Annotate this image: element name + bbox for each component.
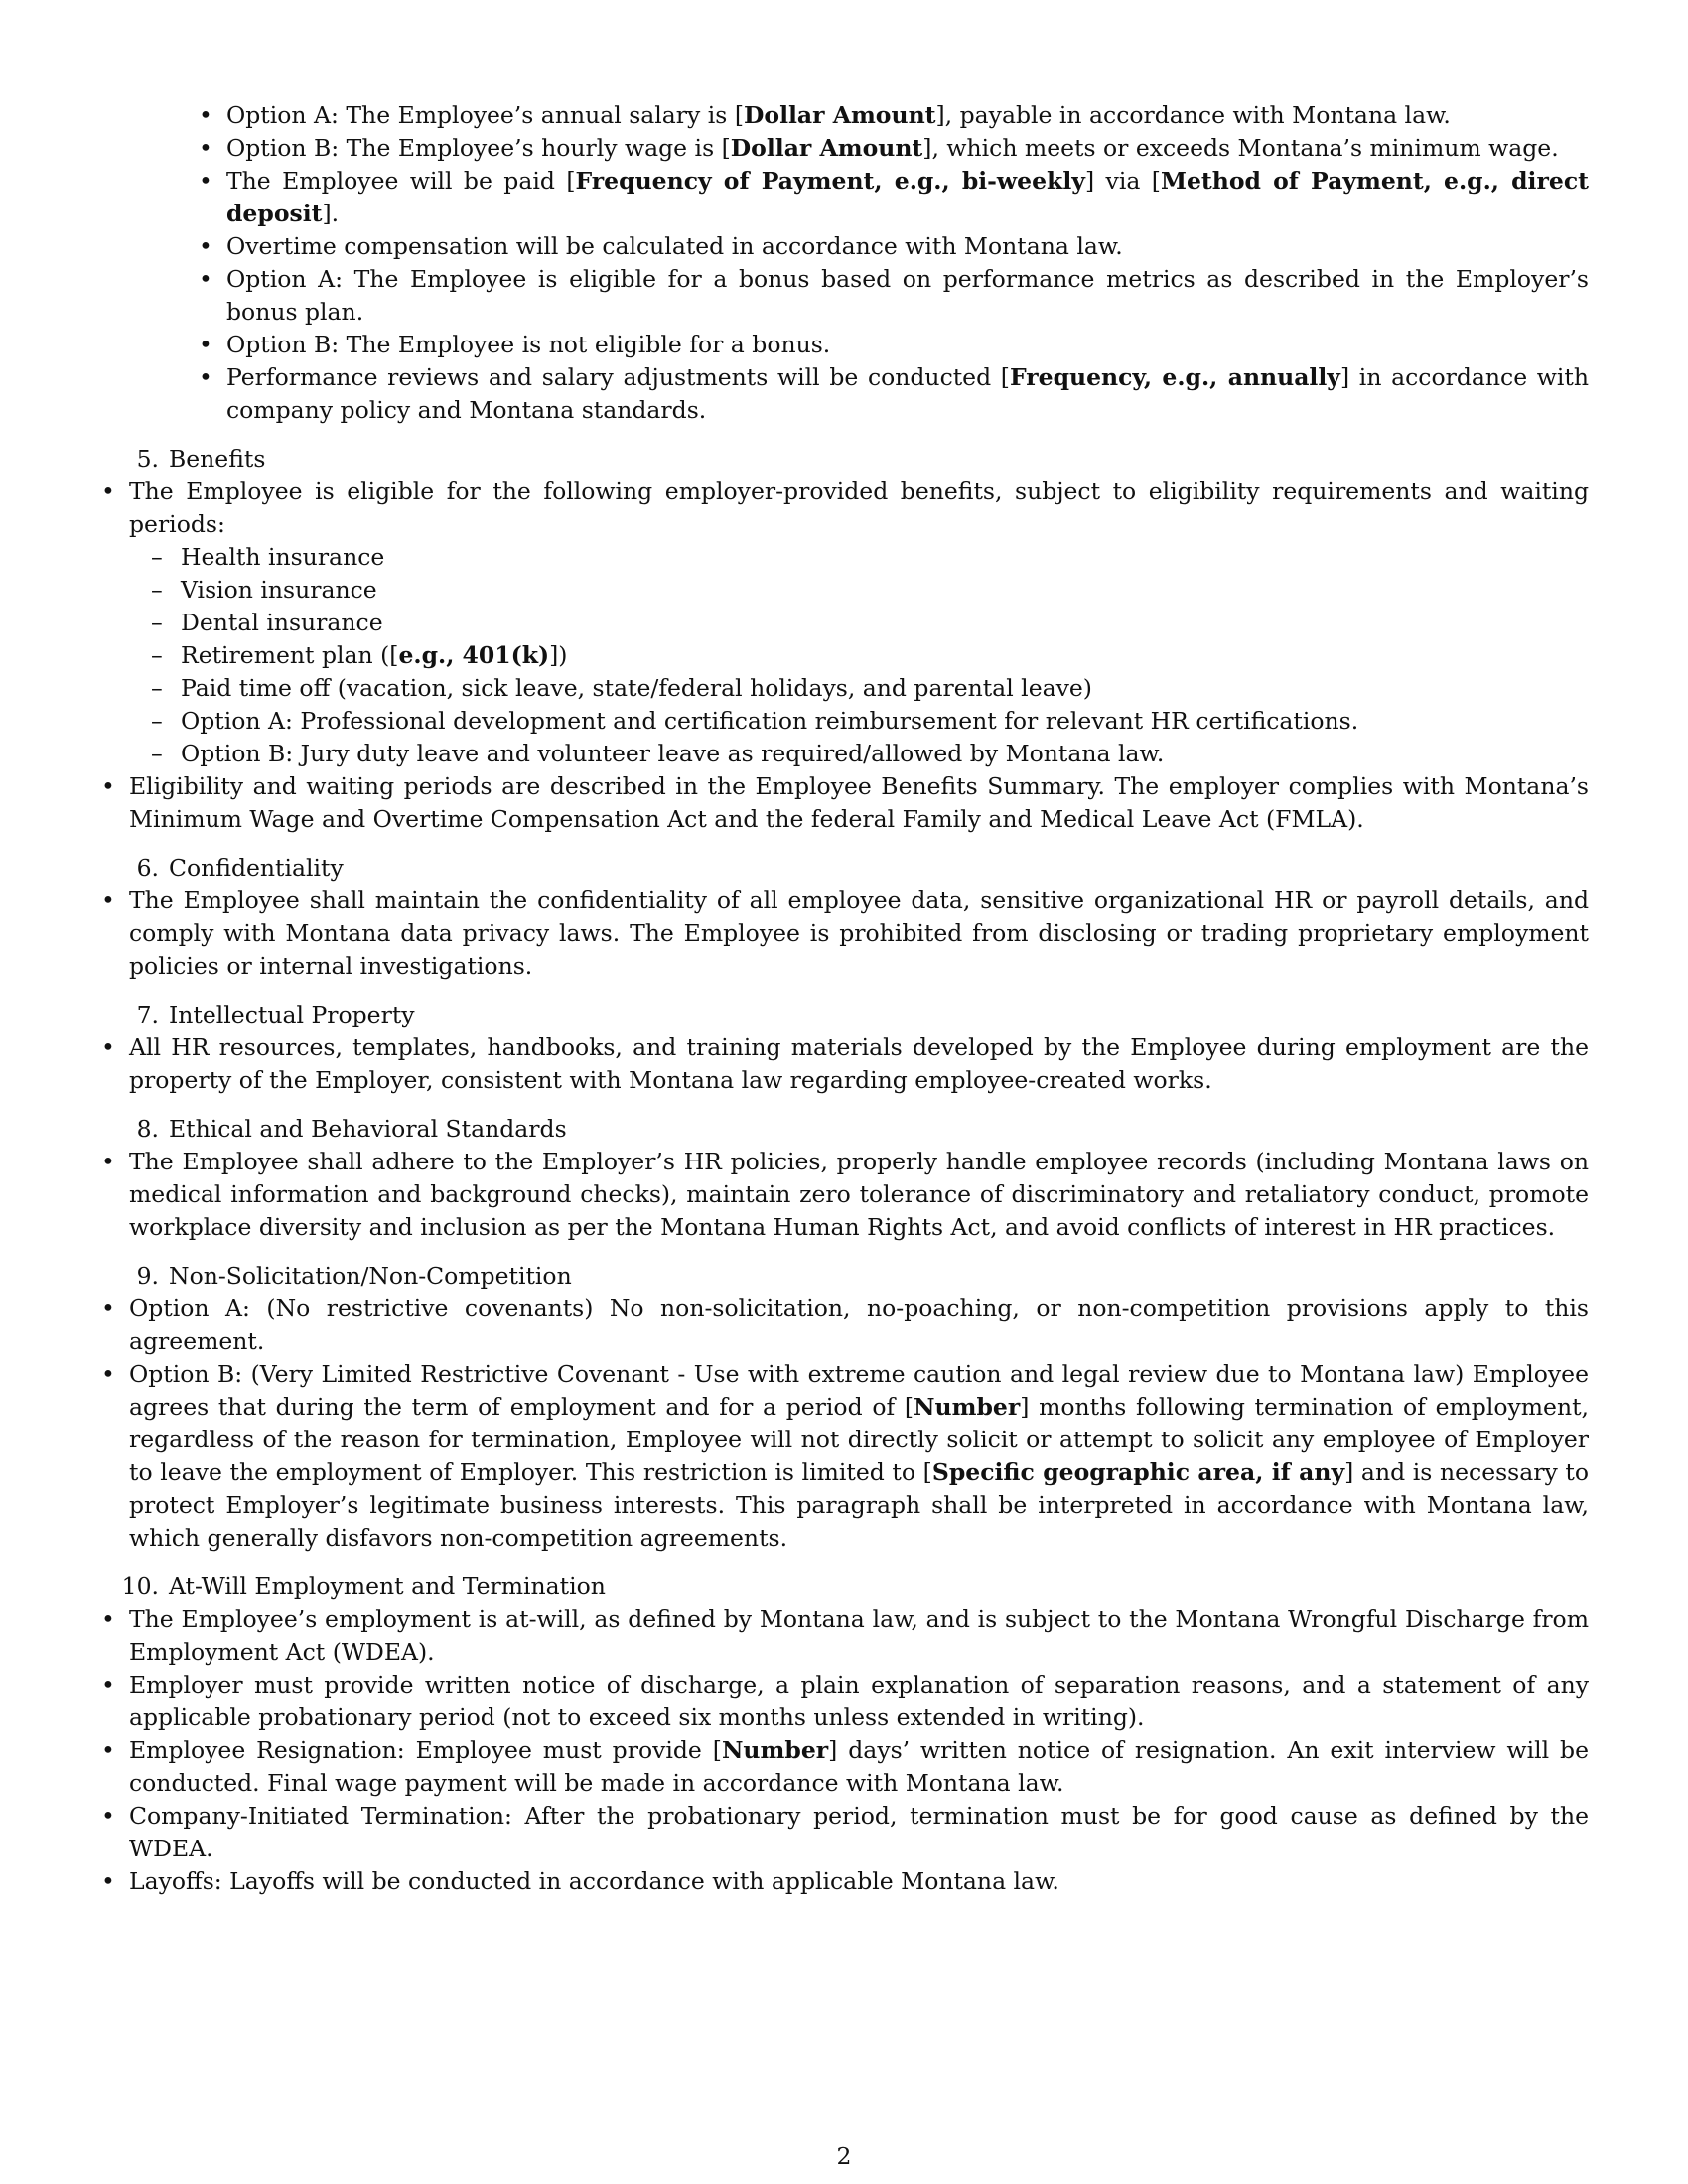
sub-list (181, 541, 1589, 770)
section-title: Benefits (169, 445, 266, 473)
placeholder-text: Frequency, e.g., annually (1009, 363, 1340, 391)
sub-list-item (181, 607, 1589, 639)
document-body (121, 99, 1590, 1898)
section-title: Intellectual Property (169, 1001, 415, 1028)
text-run: Health insurance (181, 543, 385, 571)
section-bullets (129, 1031, 1589, 1097)
placeholder-text: Dollar Amount (744, 101, 936, 129)
compensation-list (226, 99, 1589, 427)
section (129, 1260, 1589, 1555)
section-heading (129, 999, 1589, 1031)
text-run: Option B: Jury duty leave and volunteer leave as required/allowed by Montana law. (181, 740, 1165, 767)
list-item (226, 263, 1589, 329)
text-run: Retirement plan ([ (181, 641, 399, 669)
list-item (226, 361, 1589, 427)
text-run: ] and is necessary to protect Employer’s legitimate business interests. This paragraph shall be interpreted in accordance with Montana law, which generally disfavors non-competition agreements. (129, 1458, 1589, 1552)
list-item (129, 1669, 1589, 1734)
list-item (226, 165, 1589, 230)
section (129, 999, 1589, 1097)
list-item (129, 1293, 1589, 1358)
section-bullets (129, 476, 1589, 836)
list-item (129, 1031, 1589, 1097)
placeholder-text: e.g., 401(k) (398, 641, 550, 669)
section (129, 1113, 1589, 1244)
sub-list-item (181, 541, 1589, 574)
section-heading (121, 1570, 1589, 1603)
text-run: Option B: (Very Limited Restrictive Covenant - Use with extreme caution and legal review due to Montana law) Employee agrees that during the term of employment and for a period of [ (129, 1360, 1589, 1421)
section-bullets (129, 1293, 1589, 1555)
placeholder-text: Dollar Amount (730, 134, 923, 162)
section-number: 7. (136, 1001, 159, 1028)
section-heading (129, 852, 1589, 885)
list-item (226, 230, 1589, 263)
section-title: Ethical and Behavioral Standards (169, 1115, 567, 1143)
sub-list-item (181, 639, 1589, 672)
sections-container (121, 443, 1590, 1898)
section (121, 1570, 1590, 1898)
text-run: Employee Resignation: Employee must provide [ (129, 1736, 722, 1764)
text-run: Option A: The Employee’s annual salary is [ (226, 101, 745, 129)
section-title: Non-Solicitation/Non-Competition (169, 1262, 572, 1290)
text-run: ], payable in accordance with Montana law. (935, 101, 1451, 129)
list-item (129, 1734, 1589, 1800)
list-item (226, 132, 1589, 165)
text-run: ], which meets or exceeds Montana’s minimum wage. (922, 134, 1559, 162)
text-run: The Employee is eligible for the following employer-provided benefits, subject to eligibility requirements and waiting periods: (129, 478, 1589, 538)
placeholder-text: Number (914, 1393, 1021, 1421)
section-bullets (129, 1603, 1589, 1898)
text-run: The Employee’s employment is at-will, as defined by Montana law, and is subject to the Montana Wrongful Discharge from Employment Act (WDEA). (129, 1605, 1589, 1666)
text-run: ] months following termination of employment, regardless of the reason for termination, Employee will not directly solicit or attempt to solicit any employee of Employer to leave the employment of Employer. This restriction is limited to [ (129, 1393, 1589, 1486)
list-item (129, 1358, 1589, 1555)
page-number: 2 (836, 2142, 852, 2170)
list-item (129, 770, 1589, 836)
list-item (226, 329, 1589, 361)
text-run: Option B: The Employee is not eligible for a bonus. (226, 331, 831, 358)
section-bullets (129, 1146, 1589, 1244)
section-number: 5. (136, 445, 159, 473)
list-item (129, 1800, 1589, 1865)
text-run: Vision insurance (181, 576, 377, 604)
text-run: The Employee will be paid [ (226, 167, 576, 195)
text-run: Option A: (No restrictive covenants) No non-solicitation, no-poaching, or non-competition provisions apply to this agreement. (129, 1295, 1589, 1355)
sub-list-item (181, 705, 1589, 738)
placeholder-text: Method of Payment, e.g., direct deposit (226, 167, 1589, 227)
section-title: At-Will Employment and Termination (169, 1572, 606, 1600)
section-number: 10. (121, 1572, 159, 1600)
placeholder-text: Number (721, 1736, 829, 1764)
text-run: Overtime compensation will be calculated in accordance with Montana law. (226, 232, 1123, 260)
text-run: The Employee shall maintain the confidentiality of all employee data, sensitive organizational HR or payroll details, and comply with Montana data privacy laws. The Employee is prohibited from disclosing or trading proprietary employment policies or internal investigations. (129, 887, 1589, 980)
text-run: All HR resources, templates, handbooks, and training materials developed by the Employee during employment are the property of the Employer, consistent with Montana law regarding employee-created works. (129, 1033, 1589, 1094)
list-item (226, 99, 1589, 132)
list-item (129, 1146, 1589, 1244)
text-run: Layoffs: Layoffs will be conducted in accordance with applicable Montana law. (129, 1867, 1059, 1895)
section-number: 9. (136, 1262, 159, 1290)
text-run: ]. (322, 200, 340, 227)
text-run: ] in accordance with company policy and Montana standards. (226, 363, 1589, 424)
text-run: ]) (549, 641, 568, 669)
text-run: Paid time off (vacation, sick leave, state/federal holidays, and parental leave) (181, 674, 1092, 702)
sub-list-item (181, 672, 1589, 705)
list-item (129, 885, 1589, 983)
text-run: Eligibility and waiting periods are described in the Employee Benefits Summary. The employer complies with Montana’s Minimum Wage and Overtime Compensation Act and the federal Family and Medical Leave Act (FMLA). (129, 772, 1589, 833)
section-number: 8. (136, 1115, 159, 1143)
section-bullets (129, 885, 1589, 983)
sub-list-item (181, 574, 1589, 607)
text-run: Employer must provide written notice of discharge, a plain explanation of separation reasons, and a statement of any applicable probationary period (not to exceed six months unless extended in writing). (129, 1671, 1589, 1731)
text-run: ] days’ written notice of resignation. An exit interview will be conducted. Final wage payment will be made in accordance with Montana law. (129, 1736, 1590, 1797)
section-title: Confidentiality (169, 854, 344, 882)
list-item (129, 476, 1589, 770)
section-heading (129, 1260, 1589, 1293)
placeholder-text: Specific geographic area, if any (931, 1458, 1345, 1486)
text-run: Company-Initiated Termination: After the probationary period, termination must be for good cause as defined by the WDEA. (129, 1802, 1589, 1862)
section (129, 443, 1589, 836)
text-run: Option B: The Employee’s hourly wage is [ (226, 134, 731, 162)
text-run: The Employee shall adhere to the Employer’s HR policies, properly handle employee records (including Montana laws on medical information and background checks), maintain zero tolerance of discriminatory and retaliatory conduct, promote workplace diversity and inclusion as per the Montana Human Rights Act, and avoid conflicts of interest in HR practices. (129, 1148, 1589, 1241)
list-item (129, 1603, 1589, 1669)
text-run: Option A: Professional development and certification reimbursement for relevant HR certifications. (181, 707, 1359, 735)
section (129, 852, 1589, 983)
section-heading (129, 443, 1589, 476)
text-run: Option A: The Employee is eligible for a bonus based on performance metrics as described in the Employer’s bonus plan. (226, 265, 1589, 326)
section-number: 6. (136, 854, 159, 882)
text-run: Performance reviews and salary adjustments will be conducted [ (226, 363, 1010, 391)
sub-list-item (181, 738, 1589, 770)
placeholder-text: Frequency of Payment, e.g., bi-weekly (575, 167, 1085, 195)
list-item (129, 1865, 1589, 1898)
section-heading (129, 1113, 1589, 1146)
text-run: Dental insurance (181, 609, 383, 636)
text-run: ] via [ (1084, 167, 1161, 195)
